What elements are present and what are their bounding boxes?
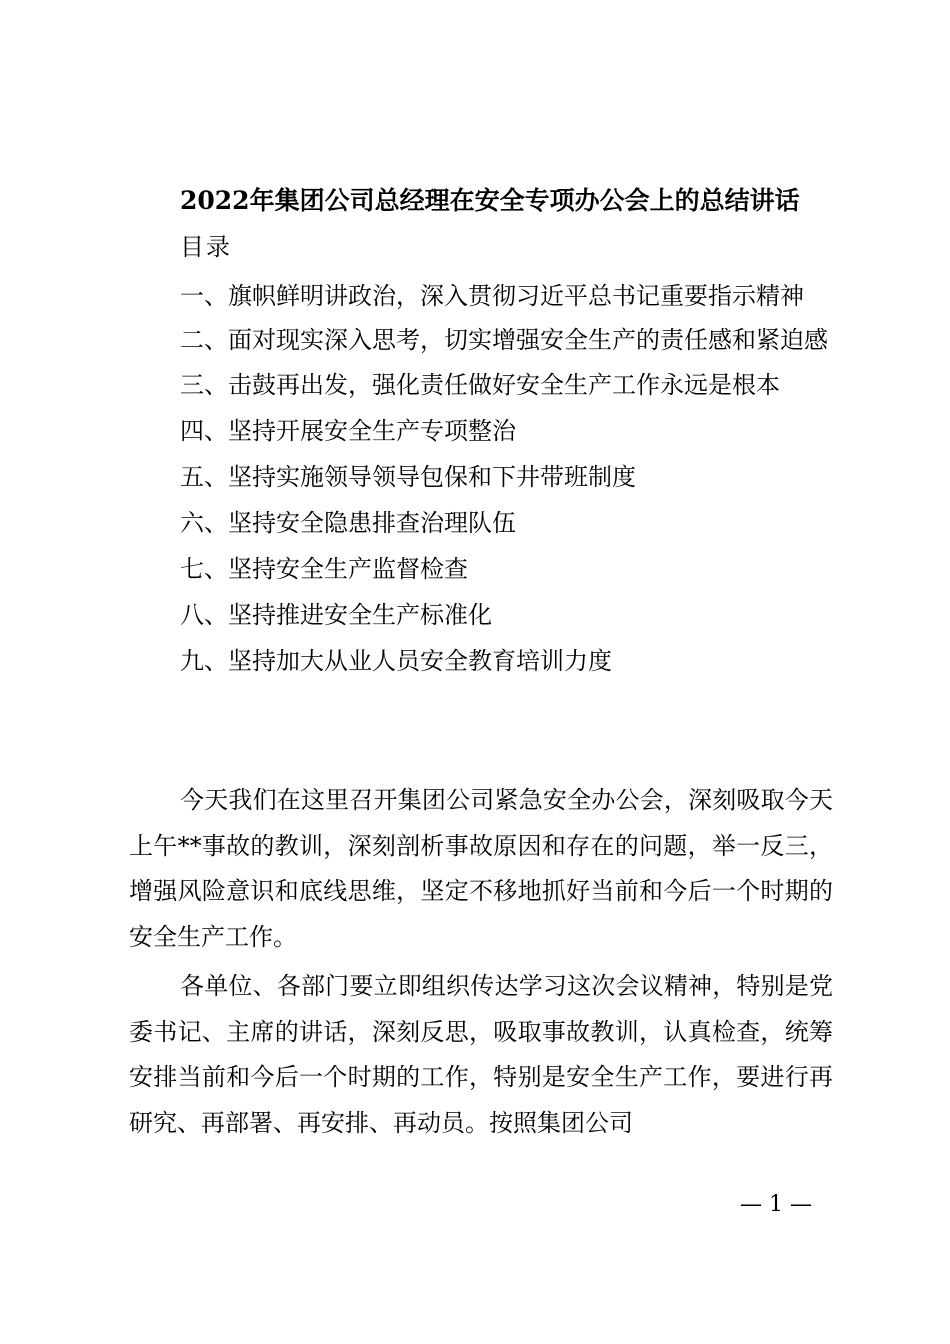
toc-item-6: 六、坚持安全隐患排查治理队伍 — [180, 509, 516, 537]
paragraph-1: 今天我们在这里召开集团公司紧急安全办公会，深刻吸取今天上午**事故的教训，深刻剖析事故原因和存在的问题，举一反三，增强风险意识和底线思维，坚定不移地抓好当前和今后一个时期的安全生产工作。 — [129, 786, 833, 951]
body-text — [129, 778, 833, 1150]
toc-item-4: 四、坚持开展安全生产专项整治 — [180, 417, 516, 445]
paragraph-2: 各单位、各部门要立即组织传达学习这次会议精神，特别是党委书记、主席的讲话，深刻反思，吸取事故教训，认真检查，统筹安排当前和今后一个时期的工作，特别是安全生产工作，要进行再研究、再部署、再安排、再动员。按照集团公司 — [129, 972, 833, 1137]
toc-item-8: 八、坚持推进安全生产标准化 — [180, 601, 492, 629]
table-of-contents — [129, 274, 833, 684]
toc-label: 目录 — [180, 233, 232, 261]
toc-item-5: 五、坚持实施领导领导包保和下井带班制度 — [180, 463, 636, 491]
toc-item-9: 九、坚持加大从业人员安全教育培训力度 — [180, 647, 612, 675]
toc-item-7: 七、坚持安全生产监督检查 — [180, 555, 468, 583]
toc-item-2: 二、面对现实深入思考，切实增强安全生产的责任感和紧迫感 — [180, 326, 828, 354]
document-title: 2022年集团公司总经理在安全专项办公会上的总结讲话 — [180, 186, 800, 215]
toc-item-3: 三、击鼓再出发，强化责任做好安全生产工作永远是根本 — [180, 371, 780, 399]
page-number: — 1 — — [740, 1192, 812, 1217]
toc-item-1: 一、旗帜鲜明讲政治，深入贯彻习近平总书记重要指示精神 — [180, 282, 804, 310]
